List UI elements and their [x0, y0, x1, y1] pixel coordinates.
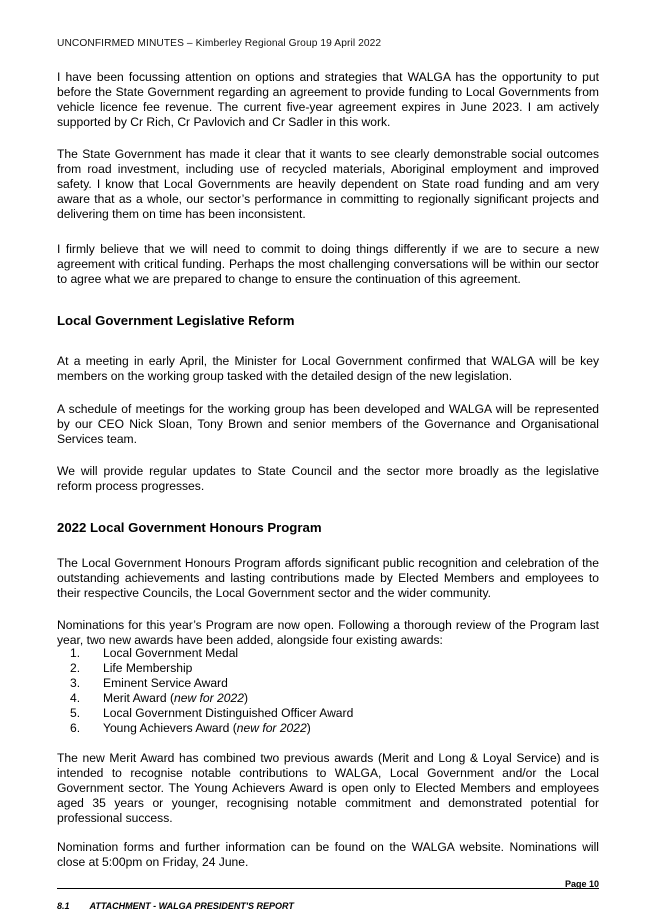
paragraph-honours-intro: The Local Government Honours Program affords significant public recognition and celebration of the outstanding achievements and lasting contributions made by Elected Members and employees to their respective Councils, the Local Government sector and the wider community. — [57, 556, 599, 600]
awards-list — [70, 646, 353, 735]
list-item — [70, 706, 353, 721]
list-item-note: new for 2022 — [236, 720, 307, 735]
page-number: Page 10 — [564, 879, 599, 889]
list-item-text: Local Government Distinguished Officer Award — [103, 705, 354, 720]
footer-attachment-ref — [57, 901, 294, 911]
list-item-tail: ) — [306, 720, 311, 735]
paragraph-meeting-schedule: A schedule of meetings for the working group has been developed and WALGA will be represented by our CEO Nick Sloan, Tony Brown and senior members of the Governance and Organisational Services team. — [57, 402, 599, 446]
paragraph-regular-updates: We will provide regular updates to State Council and the sector more broadly as the legislative reform process progresses. — [57, 464, 599, 493]
footer-divider — [57, 888, 599, 889]
paragraph-merit-award: The new Merit Award has combined two previous awards (Merit and Long & Loyal Service) and is intended to recognise notable contributions to WALGA, Local Government and/or the Local Government sector. The Young Achievers Award is open only to Elected Members and employees aged 35 years or younger, recognising notable commitment and demonstrated potential for professional success. — [57, 751, 599, 825]
footer-item-number: 8.1 — [57, 901, 70, 911]
paragraph-road-funding: I have been focussing attention on options and strategies that WALGA has the opportunity to put before the State Government regarding an agreement to provide funding to Local Governments from vehicle licence fee revenue. The current five-year agreement expires in June 2023. I am actively supported by Cr Rich, Cr Pavlovich and Cr Sadler in this work. — [57, 70, 599, 129]
paragraph-new-agreement: I firmly believe that we will need to commit to doing things differently if we are to secure a new agreement with critical funding. Perhaps the most challenging conversations will be within our sector to agree what we are prepared to change to ensure the continuation of this agreement. — [57, 242, 599, 286]
list-item-number: 4. — [70, 690, 81, 705]
list-item-tail: ) — [243, 690, 248, 705]
running-header: UNCONFIRMED MINUTES – Kimberley Regional Group 19 April 2022 — [57, 38, 382, 49]
list-item-text: Eminent Service Award — [103, 675, 228, 690]
list-item-number: 1. — [70, 646, 81, 660]
list-item-number: 2. — [70, 660, 81, 675]
list-item — [70, 676, 353, 691]
paragraph-nomination-forms: Nomination forms and further information can be found on the WALGA website. Nominations will close at 5:00pm on Friday, 24 June. — [57, 840, 599, 869]
list-item-text: Local Government Medal — [103, 646, 239, 660]
list-item-number: 3. — [70, 675, 81, 690]
list-item — [70, 691, 353, 706]
list-item-note: new for 2022 — [174, 690, 244, 705]
list-item — [70, 646, 353, 661]
list-item-number: 5. — [70, 705, 81, 720]
paragraph-minister-meeting: At a meeting in early April, the Minister for Local Government confirmed that WALGA will be key members on the working group tasked with the detailed design of the new legislation. — [57, 354, 599, 383]
list-item — [70, 661, 353, 676]
list-item-number: 6. — [70, 720, 81, 735]
footer-attachment-title: ATTACHMENT - WALGA PRESIDENT'S REPORT — [89, 901, 294, 911]
paragraph-state-expectations: The State Government has made it clear that it wants to see clearly demonstrable social outcomes from road investment, including use of recycled materials, Aboriginal employment and improved safety. I know that Local Governments are heavily dependent on State road funding and am very aware that as a whole, our sector’s performance in committing to regionally significant projects and delivering them on time has been inconsistent. — [57, 147, 599, 221]
list-item-text: Life Membership — [103, 660, 193, 675]
paragraph-nominations-open: Nominations for this year’s Program are now open. Following a thorough review of the Program last year, two new awards have been added, alongside four existing awards: — [57, 618, 599, 647]
list-item-text: Merit Award ( — [103, 690, 175, 705]
list-item — [70, 721, 353, 736]
list-item-text: Young Achievers Award ( — [103, 720, 237, 735]
heading-honours-program: 2022 Local Government Honours Program — [57, 520, 322, 535]
heading-legislative-reform: Local Government Legislative Reform — [57, 313, 295, 328]
